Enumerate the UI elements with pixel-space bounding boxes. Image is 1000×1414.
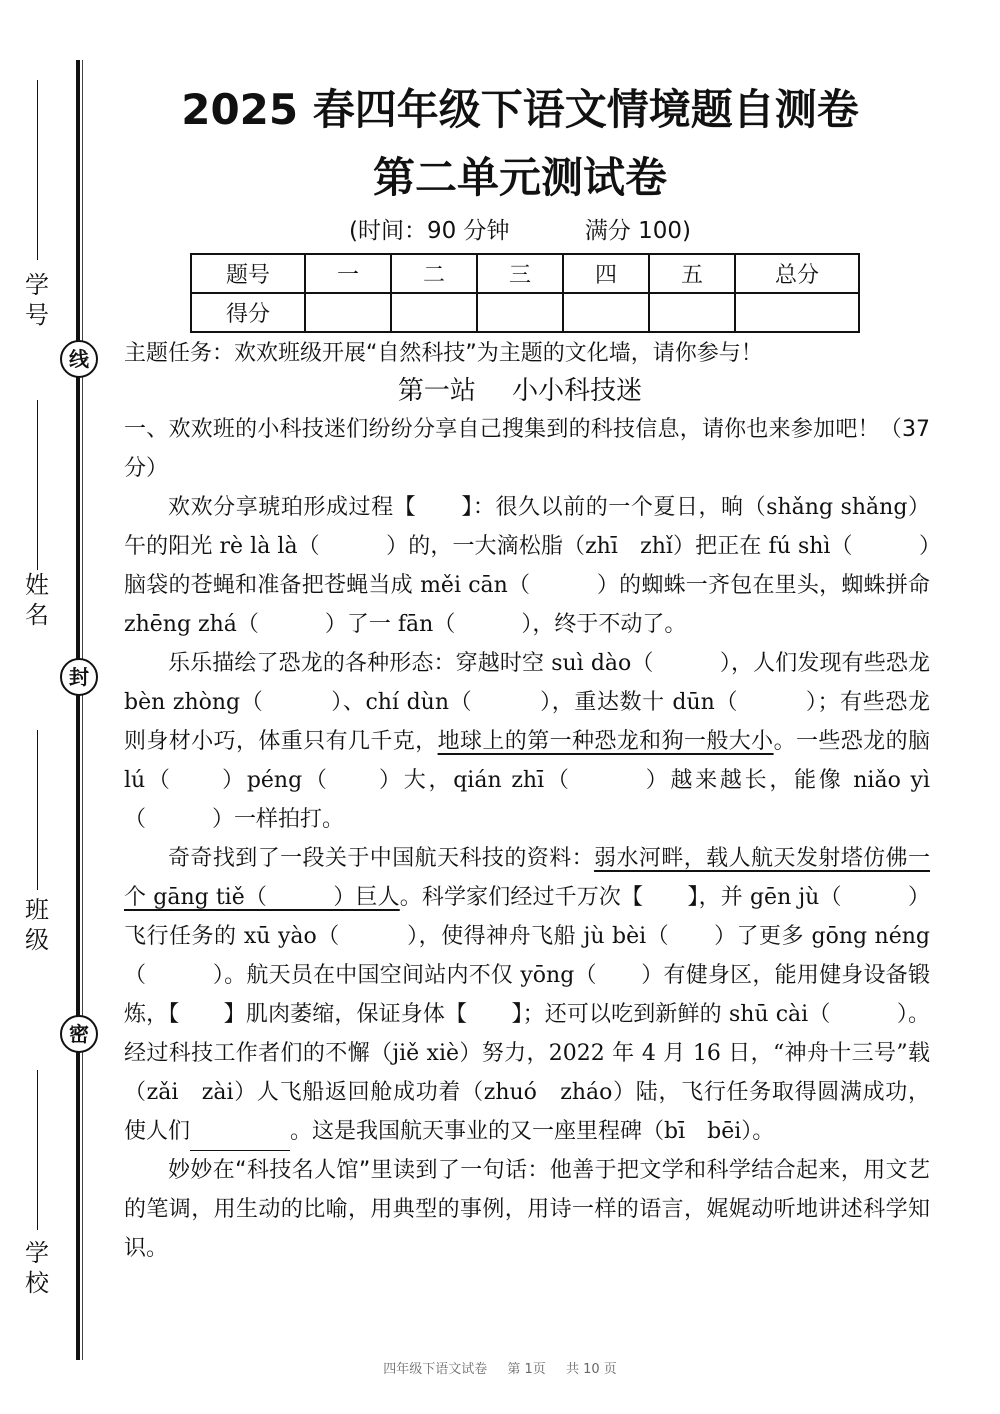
seal-mi-mark: 密: [60, 1015, 98, 1053]
score-header-cell: 三: [477, 254, 563, 293]
score-cell[interactable]: [649, 293, 735, 332]
school-label: 学校: [25, 1239, 49, 1297]
paragraph-dinosaur: [124, 644, 930, 839]
underlined-sentence-space: 弱水河畔，载人航天发射塔仿佛一个 gāng tiě（ ）巨人: [124, 846, 930, 910]
footer-exam-name: 四年级下语文试卷: [383, 1362, 488, 1377]
station-heading: [120, 370, 920, 407]
theme-task: 主题任务：欢欢班级开展“自然科技”为主题的文化墙，请你参与！: [124, 341, 763, 366]
paragraph-space-text-b: 。科学家们经过千万次【 】，并 gēn jù（ ）飞行任务的 xū yào（ ），使得神舟飞船 jù bèi（ ）了更多 gōng néng（ ）。航天员在中国空间站内不仅 yōng（ ）有健身区，能用健身设备锻炼，【 】肌肉萎缩，保证身体【 】；还可以吃到新鲜的 shū cài（ ）。经过科技工作者们的不懈（jiě xiè）努力，2022 年 4 月 16 日，“神舟十三号”载（zǎi zài）人飞船返回舱成功着（zhuó zháo）陆，飞行任务取得圆满成功，使人们: [124, 885, 930, 1144]
page-subtitle: 第二单元测试卷: [372, 153, 667, 202]
underlined-sentence-dinosaur: 地球上的第一种恐龙和狗一般大小: [437, 729, 774, 754]
score-header-cell: 总分: [735, 254, 859, 293]
paragraph-space-text-c: 。这是我国航天事业的又一座里程碑（bī bēi）。: [290, 1119, 775, 1144]
score-table: [190, 253, 860, 333]
paragraph-amber-lead: 欢欢分享琥珀形成过程【 】：: [168, 495, 496, 520]
paragraph-quote-lead: 妙妙在“科技名人馆”里读到了一句话：: [168, 1158, 550, 1183]
student-id-blank[interactable]: [37, 80, 38, 260]
exam-info: [120, 212, 920, 245]
paragraph-quote-body: 他善于把文学和科学结合起来，用文艺的笔调，用生动的比喻，用典型的事例，用诗一样的语言，娓娓动听地讲述科学知识。: [124, 1158, 930, 1261]
paragraph-space-lead: 奇奇找到了一段关于中国航天科技的资料：: [168, 846, 595, 871]
paragraph-famous-quote: [124, 1151, 930, 1268]
page-title: 2025 春四年级下语文情境题自测卷: [181, 85, 859, 134]
score-header-cell: 四: [563, 254, 649, 293]
exam-full-score: 满分 100): [584, 218, 692, 244]
paragraph-amber: [124, 488, 930, 644]
score-cell[interactable]: [563, 293, 649, 332]
binding-line-inner: [82, 60, 83, 1360]
paragraph-dinosaur-text-b: 。一些恐龙的脑 lú（ ）péng（ ）大，qián zhī（ ）越来越长，能像 niǎo yì（ ）一样拍打。: [124, 729, 930, 832]
score-cell[interactable]: [735, 293, 859, 332]
station-name: 第一站: [397, 376, 476, 406]
paragraph-dinosaur-text-a: 穿越时空 suì dào（ ），人们发现有些恐龙 bèn zhòng（ ）、chí dùn（ ），重达数十 dūn（ ）；有些恐龙则身材小巧，体重只有几千克，: [124, 651, 930, 754]
question-1: [124, 410, 930, 1268]
name-label: 姓名: [25, 571, 49, 629]
seal-feng-mark: 封: [60, 658, 98, 696]
page-footer: [0, 1358, 1000, 1377]
seal-line-mark: 线: [60, 340, 98, 378]
score-table-score-row: [191, 293, 859, 332]
school-blank[interactable]: [37, 1070, 38, 1230]
score-header-cell: 一: [305, 254, 391, 293]
score-cell[interactable]: [391, 293, 477, 332]
footer-total-pages: 共 10 页: [565, 1362, 617, 1377]
class-label: 班级: [25, 896, 49, 954]
student-id-label: 学号: [25, 271, 49, 329]
paragraph-space: [124, 839, 930, 1151]
score-cell[interactable]: [477, 293, 563, 332]
answer-fill-line[interactable]: [190, 1128, 290, 1151]
paragraph-dinosaur-lead: 乐乐描绘了恐龙的各种形态：: [168, 651, 456, 676]
score-table-header-row: [191, 254, 859, 293]
binding-line: [76, 60, 80, 1360]
score-row-label: 得分: [191, 293, 305, 332]
question-1-heading: 一、欢欢班的小科技迷们纷纷分享自己搜集到的科技信息，请你也来参加吧！（37 分）: [124, 417, 930, 481]
score-cell[interactable]: [305, 293, 391, 332]
station-title: 小小科技迷: [512, 376, 643, 406]
score-header-cell: 题号: [191, 254, 305, 293]
score-header-cell: 五: [649, 254, 735, 293]
class-blank[interactable]: [37, 730, 38, 890]
name-blank[interactable]: [37, 400, 38, 570]
paragraph-amber-body: 很久以前的一个夏日，晌（shǎng shǎng）午的阳光 rè là là（ ）的，一大滴松脂（zhī zhǐ）把正在 fú shì（ ）脑袋的苍蝇和准备把苍蝇当成 měi cān（ ）的蜘蛛一齐包在里头，蜘蛛拼命 zhēng zhá（ ）了一 fān（ ），终于不动了。: [124, 495, 930, 637]
footer-page-number: 第 1页: [507, 1362, 546, 1377]
score-header-cell: 二: [391, 254, 477, 293]
exam-time: (时间：90 分钟: [348, 218, 510, 244]
